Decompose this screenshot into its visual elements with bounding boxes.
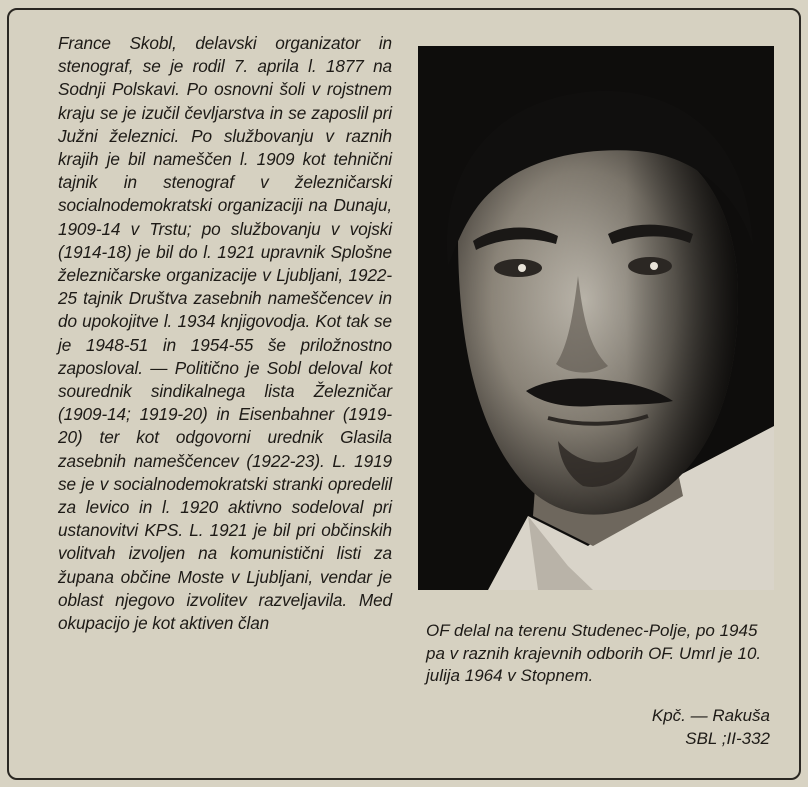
portrait-photo <box>418 46 774 590</box>
portrait-image <box>418 46 774 590</box>
signature-reference: SBL ;II-332 <box>685 728 770 748</box>
signature <box>652 705 770 750</box>
biography-text: France Skobl, delavski organizator in stenograf, se je rodil 7. aprila l. 1877 na Sodnji Polskavi. Po osnovni šoli v rojstnem kraju se je izučil čevljarstva in se zaposlil pri Južni železnici. Po službovanju v raznih krajih je bil nameščen l. 1909 kot tehnični tajnik in stenograf v železničarski socialnodemokratski organizaciji na Dunaju, 1909-14 v Trstu; po službovanju v vojski (1914-18) je bil do l. 1921 upravnik Splošne železničarske organizacije v Ljubljani, 1922-25 tajnik Društva zasebnih nameščencev in do upokojitve l. 1934 knjigovodja. Kot tak se je 1948-51 in 1954-55 še priložnostno zaposloval. — Politično je Sobl deloval kot sourednik sindikalnega lista Železničar (1909-14; 1919-20) in Eisenbahner (1919-20) ter kot odgovorni urednik Glasila zasebnih nameščencev (1922-23). L. 1919 se je v socialnodemokratski stranki opredelil za levico in l. 1920 aktivno sodeloval pri ustanovitvi KPS. L. 1921 je bil pri občinskih volitvah izvoljen na komunistični listi za župana občine Moste v Ljubljani, vendar je oblast njegovo izvolitev razveljavila. Med okupacijo je kot aktiven član <box>58 33 392 634</box>
signature-authors: Kpč. — Rakuša <box>651 706 770 725</box>
photo-caption: OF delal na terenu Studenec-Polje, po 1945 pa v raznih krajevnih odborih OF. Umrl je 10. julija 1964 v Stopnem. <box>426 621 762 685</box>
